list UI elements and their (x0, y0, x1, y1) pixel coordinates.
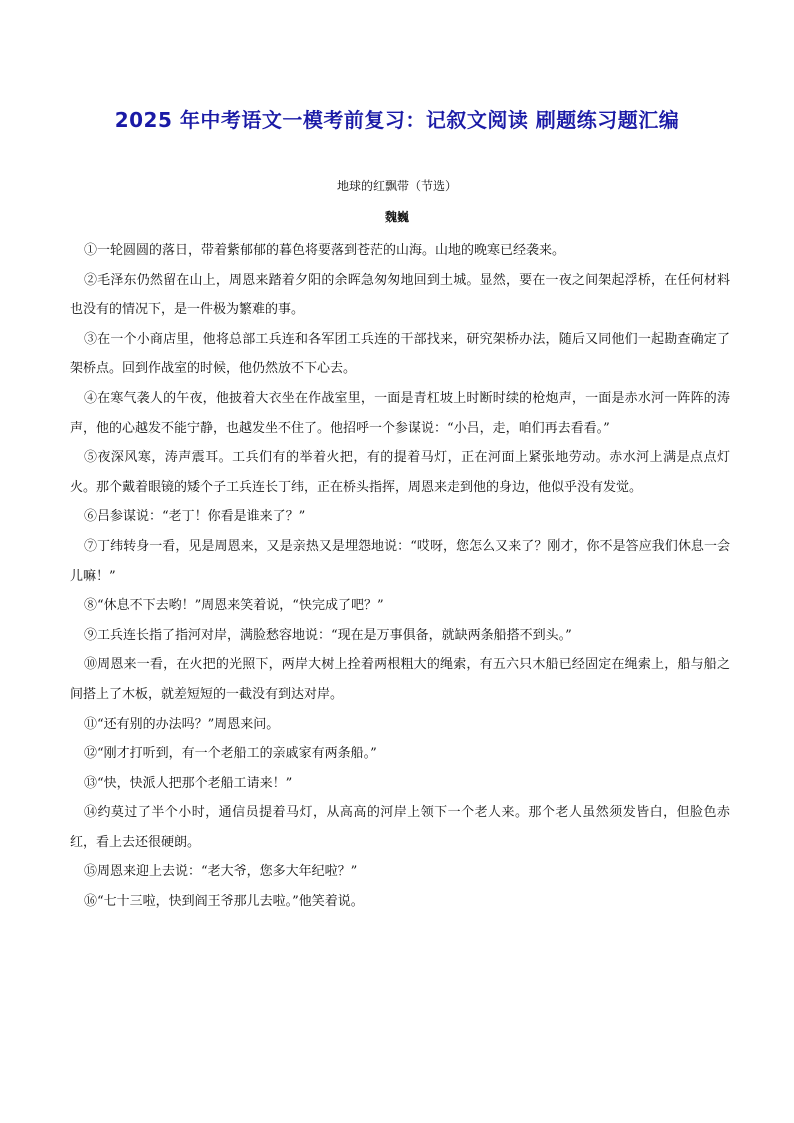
document-title: 2025 年中考语文一模考前复习：记叙文阅读 刷题练习题汇编 (114, 108, 680, 132)
paragraph-16: ⑯“七十三啦，快到阎王爷那儿去啦。”他笑着说。 (84, 894, 364, 910)
paragraph-7: ⑦丁纬转身一看，见是周恩来，又是亲热又是埋怨地说：“哎呀，您怎么又来了？刚才，你不是答应我们休息一会儿嘛！” (70, 538, 730, 584)
paragraph-8: ⑧“休息不下去哟！”周恩来笑着说，“快完成了吧？” (84, 598, 384, 614)
paragraph-12: ⑫“刚才打听到，有一个老船工的亲戚家有两条船。” (84, 746, 377, 762)
paragraph-2: ②毛泽东仍然留在山上，周恩来踏着夕阳的余晖急匆匆地回到土城。显然，要在一夜之间架起浮桥，在任何材料也没有的情况下，是一件极为繁难的事。 (70, 272, 730, 318)
paragraph-11: ⑪“还有别的办法吗？”周恩来问。 (84, 716, 280, 732)
paragraph-13: ⑬“快，快派人把那个老船工请来！” (84, 775, 293, 791)
paragraph-14: ⑭约莫过了半个小时，通信员提着马灯，从高高的河岸上领下一个老人来。那个老人虽然须发皆白，但脸色赤红，看上去还很硬朗。 (70, 805, 730, 850)
paragraph-10: ⑩周恩来一看，在火把的光照下，两岸大树上拴着两根粗大的绳索，有五六只木船已经固定在绳索上，船与船之间搭上了木板，就差短短的一截没有到达对岸。 (70, 657, 730, 702)
paragraph-6: ⑥吕参谋说：“老丁！你看是谁来了？” (84, 509, 306, 525)
article-title: 地球的红飘带（节选） (336, 179, 457, 193)
paragraph-4: ④在寒气袭人的午夜，他披着大衣坐在作战室里，一面是青杠坡上时断时续的枪炮声，一面是赤水河一阵阵的涛声，他的心越发不能宁静，也越发坐不住了。他招呼一个参谋说：“小吕，走，咱们再去看看。” (70, 390, 730, 436)
paragraph-9: ⑨工兵连长指了指河对岸，满脸愁容地说：“现在是万事俱备，就缺两条船搭不到头。” (84, 627, 572, 643)
paragraph-15: ⑮周恩来迎上去说：“老大爷，您多大年纪啦？” (84, 864, 358, 880)
paragraph-1: ①一轮圆圆的落日，带着紫郁郁的暮色将要落到苍茫的山海。山地的晚寒已经袭来。 (84, 243, 566, 258)
paragraph-3: ③在一个小商店里，他将总部工兵连和各军团工兵连的干部找来，研究架桥办法，随后又同他们一起勘查确定了架桥点。回到作战室的时候，他仍然放不下心去。 (70, 331, 730, 377)
paragraph-5: ⑤夜深风寒，涛声震耳。工兵们有的举着火把，有的提着马灯，正在河面上紧张地劳动。赤水河上满是点点灯火。那个戴着眼镜的矮个子工兵连长丁纬，正在桥头指挥，周恩来走到他的身边，他似乎没有发觉。 (70, 450, 730, 495)
article-author: 魏巍 (384, 210, 409, 224)
article-body (70, 236, 730, 917)
